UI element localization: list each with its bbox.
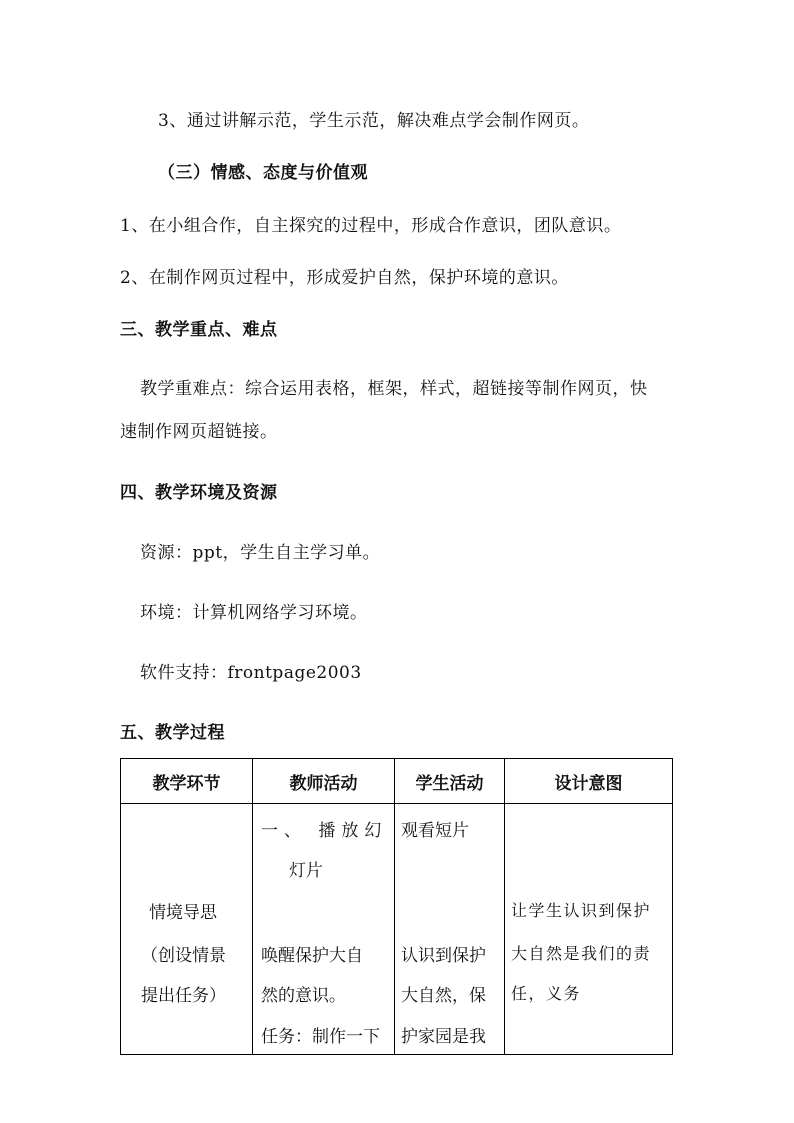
section-heading-environment: 四、教学环境及资源	[120, 483, 278, 503]
teacher-line: 一、 播放幻	[261, 821, 388, 841]
section-heading-values: （三）情感、态度与价值观	[158, 163, 368, 183]
stage-line: 情境导思	[149, 903, 217, 923]
section-heading-keypoints: 三、教学重点、难点	[120, 320, 278, 340]
student-line: 观看短片	[401, 821, 469, 841]
stage-line: 提出任务）	[141, 986, 226, 1006]
header-teacher-activity: 教师活动	[253, 759, 395, 804]
intent-line: 任，义务	[511, 984, 582, 1003]
teacher-line: 灯片	[289, 861, 323, 881]
paragraph-skill-3: 3、通过讲解示范，学生示范，解决难点学会制作网页。	[158, 111, 590, 131]
paragraph-values-1: 1、在小组合作，自主探究的过程中，形成合作意识，团队意识。	[120, 216, 622, 236]
teacher-line: 然的意识。	[261, 986, 346, 1006]
paragraph-keypoints-line2: 速制作网页超链接。	[120, 422, 278, 442]
student-line: 护家园是我	[401, 1027, 486, 1047]
teaching-process-table	[120, 758, 673, 1055]
teacher-line: 任务：制作一下	[261, 1027, 380, 1047]
paragraph-environment: 环境：计算机网络学习环境。	[140, 603, 368, 623]
intent-line: 让学生认识到保护	[511, 901, 652, 920]
header-student-activity: 学生活动	[395, 759, 505, 804]
cell-student-activity	[395, 804, 505, 1055]
intent-line: 大自然是我们的责	[511, 944, 652, 963]
header-design-intent: 设计意图	[505, 759, 673, 804]
header-stage: 教学环节	[121, 759, 253, 804]
cell-teacher-activity	[253, 804, 395, 1055]
cell-stage	[121, 804, 253, 1055]
section-heading-process: 五、教学过程	[120, 723, 225, 743]
paragraph-keypoints-line1: 教学重难点：综合运用表格，框架，样式，超链接等制作网页，快	[140, 379, 648, 399]
teacher-line: 唤醒保护大自	[261, 946, 363, 966]
stage-line: （创设情景	[141, 946, 226, 966]
table-header-row	[121, 759, 673, 804]
paragraph-software: 软件支持：frontpage2003	[140, 663, 362, 683]
table-row	[121, 804, 673, 1055]
paragraph-resources: 资源：ppt，学生自主学习单。	[140, 543, 381, 563]
cell-design-intent	[505, 804, 673, 1055]
student-line: 大自然，保	[401, 986, 486, 1006]
paragraph-values-2: 2、在制作网页过程中，形成爱护自然，保护环境的意识。	[120, 268, 569, 288]
student-line: 认识到保护	[401, 946, 486, 966]
